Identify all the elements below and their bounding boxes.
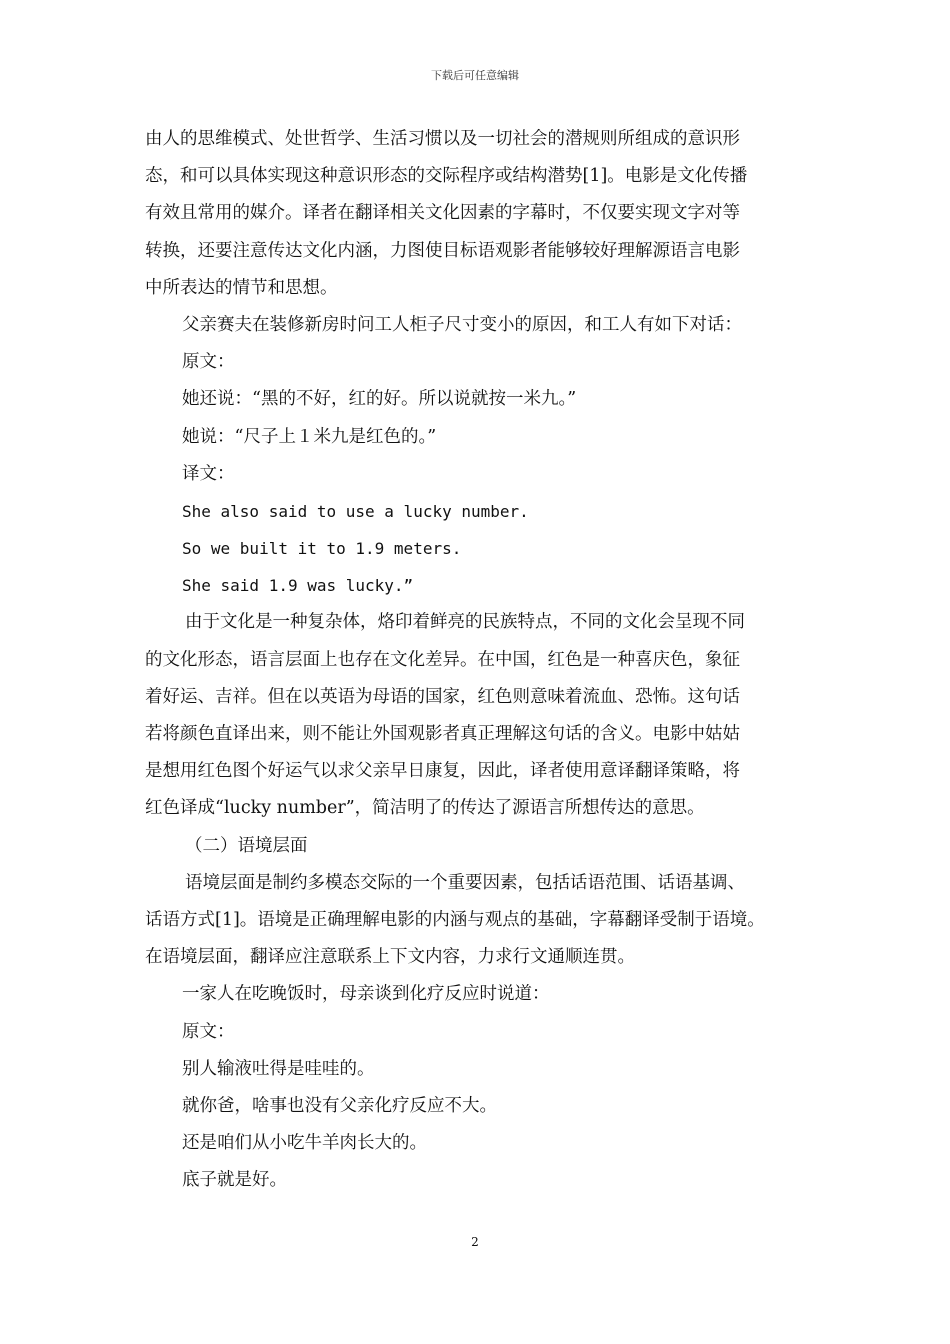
paragraph-line: 着好运、吉祥。但在以英语为母语的国家，红色则意味着流血、恐怖。这句话	[145, 686, 740, 707]
quote-line: 就你爸，啥事也没有父亲化疗反应不大。	[182, 1095, 497, 1116]
paragraph-line: 父亲赛夫在装修新房时问工人柜子尺寸变小的原因，和工人有如下对话：	[182, 314, 742, 335]
page-header: 下载后可任意编辑	[431, 69, 519, 82]
paragraph-line: 若将颜色直译出来，则不能让外国观影者真正理解这句话的含义。电影中姑姑	[145, 724, 740, 744]
paragraph-line: 在语境层面，翻译应注意联系上下文内容，力求行文通顺连贯。	[145, 947, 635, 968]
translation-line: She also said to use a lucky number.	[182, 501, 529, 521]
label-line: 原文：	[182, 1021, 235, 1042]
paragraph-line: 话语方式[1]。语境是正确理解电影的内涵与观点的基础，字幕翻译受制于语境。	[145, 909, 765, 930]
paragraph-line: 由人的思维模式、处世哲学、生活习惯以及一切社会的潜规则所组成的意识形	[145, 129, 740, 149]
paragraph-line: 态，和可以具体实现这种意识形态的交际程序或结构潜势[1]。电影是文化传播	[145, 166, 748, 187]
label-line: 原文：	[182, 352, 235, 373]
page-number: 2	[471, 1235, 479, 1249]
translation-line: So we built it to 1.9 meters.	[182, 539, 462, 559]
quote-line: 底子就是好。	[182, 1170, 287, 1191]
translation-line: She said 1.9 was lucky.”	[182, 576, 414, 596]
paragraph-line: 转换，还要注意传达文化内涵，力图使目标语观影者能够较好理解源语言电影	[145, 240, 740, 261]
paragraph-line: 红色译成“lucky number”，简洁明了的传达了源语言所想传达的意思。	[145, 798, 705, 819]
paragraph-line: 由于文化是一种复杂体，烙印着鲜亮的民族特点，不同的文化会呈现不同	[185, 612, 745, 633]
paragraph-line: 语境层面是制约多模态交际的一个重要因素，包括话语范围、话语基调、	[185, 872, 745, 893]
paragraph-line: 是想用红色图个好运气以求父亲早日康复，因此，译者使用意译翻译策略，将	[145, 761, 740, 782]
section-heading: （二）语境层面	[185, 835, 308, 856]
paragraph-line: 有效且常用的媒介。译者在翻译相关文化因素的字幕时，不仅要实现文字对等	[145, 203, 740, 224]
quote-line: 她还说：“黑的不好，红的好。所以说就按一米九。”	[182, 389, 577, 410]
label-line: 译文：	[182, 463, 235, 484]
paragraph-line: 的文化形态，语言层面上也存在文化差异。在中国，红色是一种喜庆色，象征	[145, 649, 740, 670]
body-text	[145, 121, 815, 1199]
quote-line: 还是咱们从小吃牛羊肉长大的。	[182, 1133, 427, 1154]
quote-line: 别人输液吐得是哇哇的。	[182, 1058, 375, 1079]
paragraph-line: 一家人在吃晚饭时，母亲谈到化疗反应时说道：	[182, 984, 550, 1005]
quote-line: 她说：“尺子上１米九是红色的。”	[182, 426, 437, 447]
paragraph-line: 中所表达的情节和思想。	[145, 277, 338, 298]
